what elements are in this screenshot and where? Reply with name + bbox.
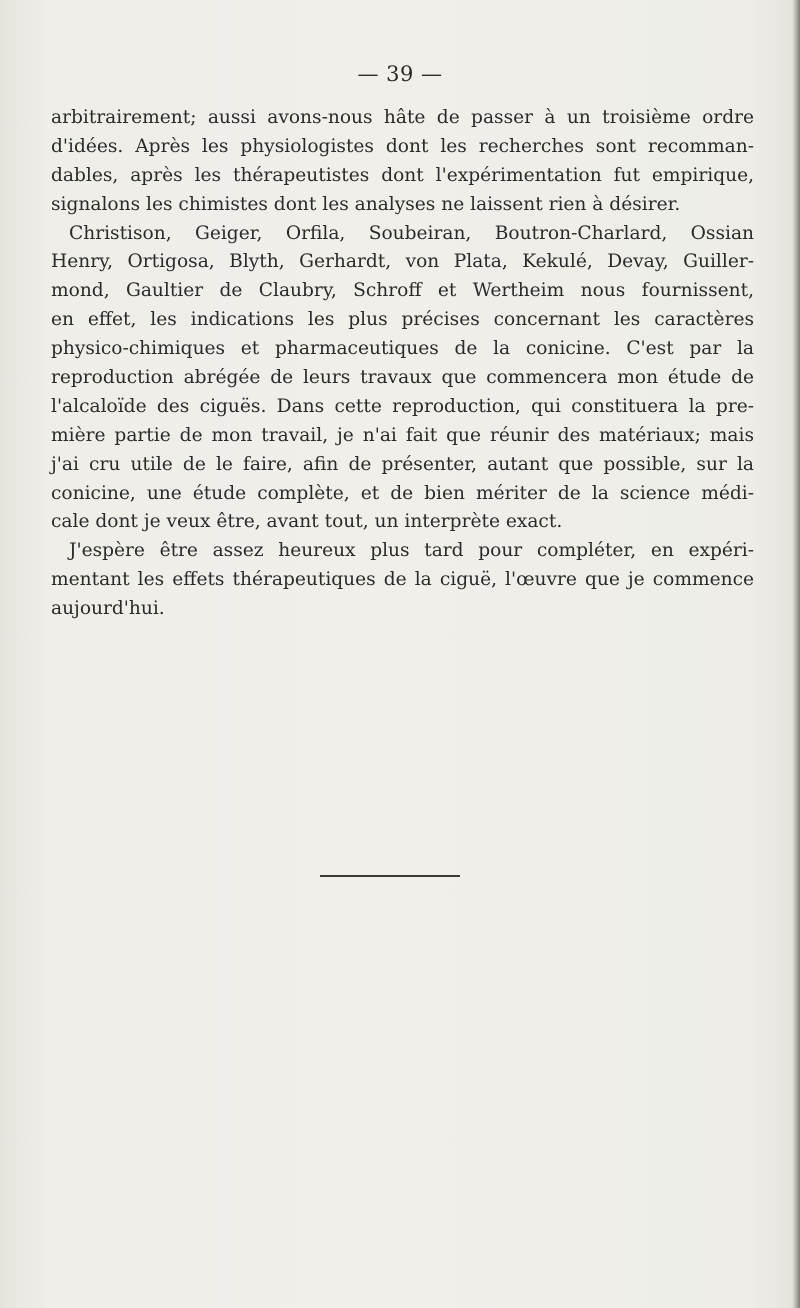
text-line: mentant les effets thérapeutiques de la ciguë, l'œuvre que je commence: [51, 569, 754, 591]
text-line: Henry, Ortigosa, Blyth, Gerhardt, von Plata, Kekulé, Devay, Guiller-: [51, 251, 754, 273]
text-line: d'idées. Après les physiologistes dont les recherches sont recomman-: [51, 135, 754, 157]
text-line: en effet, les indications les plus précises concernant les caractères: [51, 309, 754, 331]
page-number: — 39 —: [357, 62, 443, 86]
text-line: reproduction abrégée de leurs travaux que commencera mon étude de: [51, 367, 754, 389]
text-line: conicine, une étude complète, et de bien mériter de la science médi-: [51, 482, 754, 504]
page-edge-shadow: [792, 0, 800, 1308]
text-line: arbitrairement; aussi avons-nous hâte de passer à un troisième ordre: [51, 107, 754, 128]
text-line: aujourd'hui.: [51, 598, 165, 620]
section-divider: [320, 875, 460, 877]
text-line: mière partie de mon travail, je n'ai fait que réunir des matériaux; mais: [51, 424, 754, 446]
text-line: J'espère être assez heureux plus tard pour compléter, en expéri-: [69, 540, 754, 562]
text-line: signalons les chimistes dont les analyses ne laissent rien à désirer.: [51, 193, 681, 215]
text-line: dables, après les thérapeutistes dont l'expérimentation fut empirique,: [51, 164, 754, 186]
text-line: cale dont je veux être, avant tout, un interprète exact.: [51, 511, 563, 533]
text-line: Christison, Geiger, Orfila, Soubeiran, Boutron-Charlard, Ossian: [69, 222, 754, 244]
text-line: mond, Gaultier de Claubry, Schroff et Wertheim nous fournissent,: [51, 280, 754, 302]
text-line: l'alcaloïde des ciguës. Dans cette reproduction, qui constituera la pre-: [51, 395, 754, 417]
body-text: [51, 104, 754, 624]
text-line: physico-chimiques et pharmaceutiques de la conicine. C'est par la: [51, 338, 754, 360]
text-line: j'ai cru utile de le faire, afin de présenter, autant que possible, sur la: [51, 453, 754, 475]
